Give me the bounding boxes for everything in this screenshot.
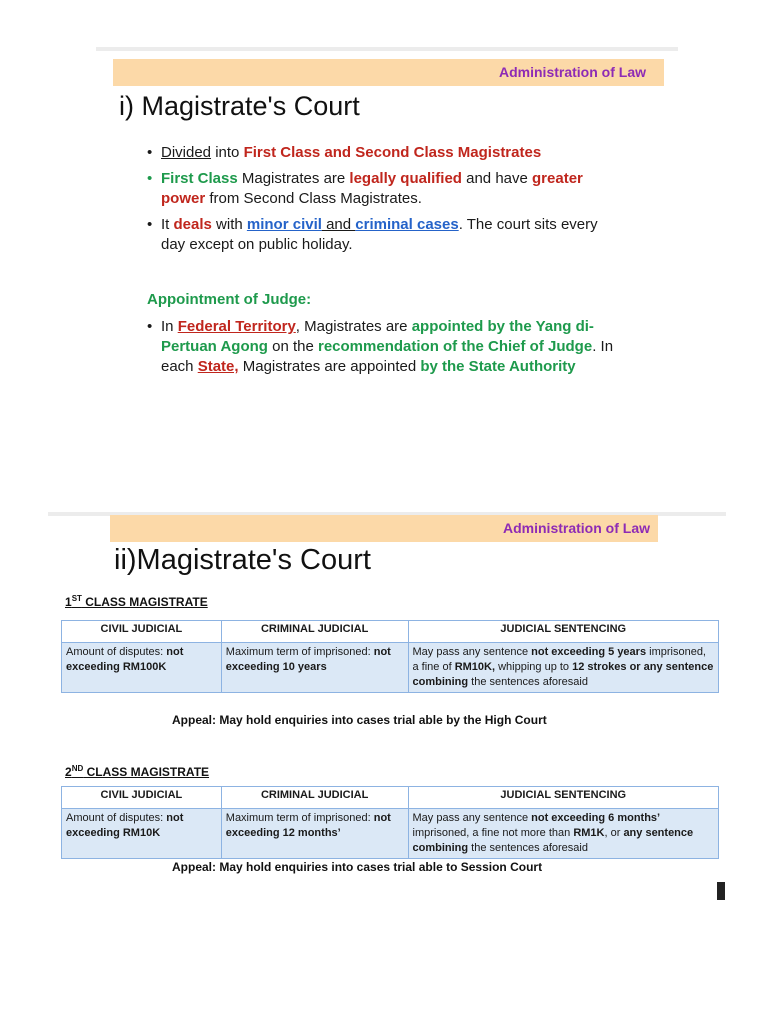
table-header-row (62, 787, 719, 809)
bullet-item (147, 317, 617, 377)
first-class-appeal: Appeal: May hold enquiries into cases trial able by the High Court (172, 713, 547, 727)
cell-civil: Amount of disputes: not exceeding RM10K (62, 809, 222, 859)
first-class-table (61, 620, 719, 693)
bullet-item (147, 169, 617, 209)
second-class-appeal: Appeal: May hold enquiries into cases trial able to Session Court (172, 860, 543, 874)
bullet-list (147, 317, 617, 383)
bullet-text: and (321, 216, 356, 233)
bullet-text: with (211, 216, 247, 233)
column-header-sentencing: JUDICIAL SENTENCING (408, 787, 719, 809)
bullet-text: In (161, 318, 178, 335)
bullet-text-highlight: legally qualified (349, 170, 462, 187)
bullet-text: , Magistrates are (295, 318, 412, 335)
bullet-text: Magistrates are (237, 170, 350, 187)
bullet-text-highlight: criminal cases (355, 216, 459, 233)
table-row (62, 643, 719, 693)
column-header-criminal: CRIMINAL JUDICIAL (221, 621, 408, 643)
bullet-list (147, 143, 617, 261)
bullet-text-highlight: First Class (161, 170, 238, 187)
scroll-marker[interactable] (717, 882, 725, 900)
slide-header: Administration of Law (113, 59, 664, 86)
bullet-item (147, 143, 617, 163)
bullet-text: into (211, 144, 244, 161)
bullet-text-highlight: First Class and Second Class Magistrates (243, 144, 542, 161)
column-header-criminal: CRIMINAL JUDICIAL (221, 787, 408, 809)
slide-2 (48, 512, 726, 900)
bullet-text-highlight: appointed by the Yang di-Pertuan Agong (161, 318, 594, 355)
cell-criminal: Maximum term of imprisoned: not exceeding 10 years (221, 643, 408, 693)
bullet-text: . In each (161, 338, 614, 375)
table-header-row (62, 621, 719, 643)
bullet-text-highlight: greater power (161, 170, 583, 207)
cell-civil: Amount of disputes: not exceeding RM100K (62, 643, 222, 693)
bullet-text-highlight: deals (173, 216, 212, 233)
bullet-item (147, 215, 617, 255)
bullet-dot: • (147, 144, 153, 161)
bullet-text: It (161, 216, 174, 233)
second-class-label: 2ND CLASS MAGISTRATE (65, 764, 210, 779)
bullet-text-highlight: recommendation of the Chief of Judge (318, 338, 593, 355)
bullet-text: and have (461, 170, 533, 187)
bullet-text: on the (267, 338, 318, 355)
slide-top-border (96, 47, 678, 51)
column-header-sentencing: JUDICIAL SENTENCING (408, 621, 719, 643)
column-header-civil: CIVIL JUDICIAL (62, 787, 222, 809)
bullet-text-highlight: Federal Territory (177, 318, 296, 335)
bullet-dot: • (147, 318, 153, 335)
bullet-dot: • (147, 170, 153, 187)
bullet-text-highlight: State, (197, 358, 239, 375)
slide-header: Administration of Law (110, 515, 658, 542)
first-class-label: 1ST CLASS MAGISTRATE (65, 594, 208, 609)
appointment-heading: Appointment of Judge: (147, 291, 312, 308)
cell-criminal: Maximum term of imprisoned: not exceeding 12 months’ (221, 809, 408, 859)
slide-1 (96, 47, 678, 427)
bullet-dot: • (147, 216, 153, 233)
bullet-text-highlight: minor civil (246, 216, 322, 233)
table-row (62, 809, 719, 859)
cell-sentencing: May pass any sentence not exceeding 5 years imprisoned, a fine of RM10K, whipping up to 12 strokes or any sentence combining the sentences aforesaid (408, 643, 719, 693)
bullet-text: from Second Class Magistrates. (205, 190, 422, 207)
slide-title: ii)Magistrate's Court (114, 544, 371, 576)
cell-sentencing: May pass any sentence not exceeding 6 months’ imprisoned, a fine not more than RM1K, or any sentence combining the sentences aforesaid (408, 809, 719, 859)
column-header-civil: CIVIL JUDICIAL (62, 621, 222, 643)
bullet-text-highlight: by the State Authority (420, 358, 576, 375)
second-class-table (61, 786, 719, 859)
bullet-text: Divided (161, 144, 212, 161)
bullet-text: . The court sits every day except on public holiday. (161, 216, 598, 253)
slide-title: i) Magistrate's Court (119, 91, 360, 121)
bullet-text: Magistrates are appointed (238, 358, 421, 375)
